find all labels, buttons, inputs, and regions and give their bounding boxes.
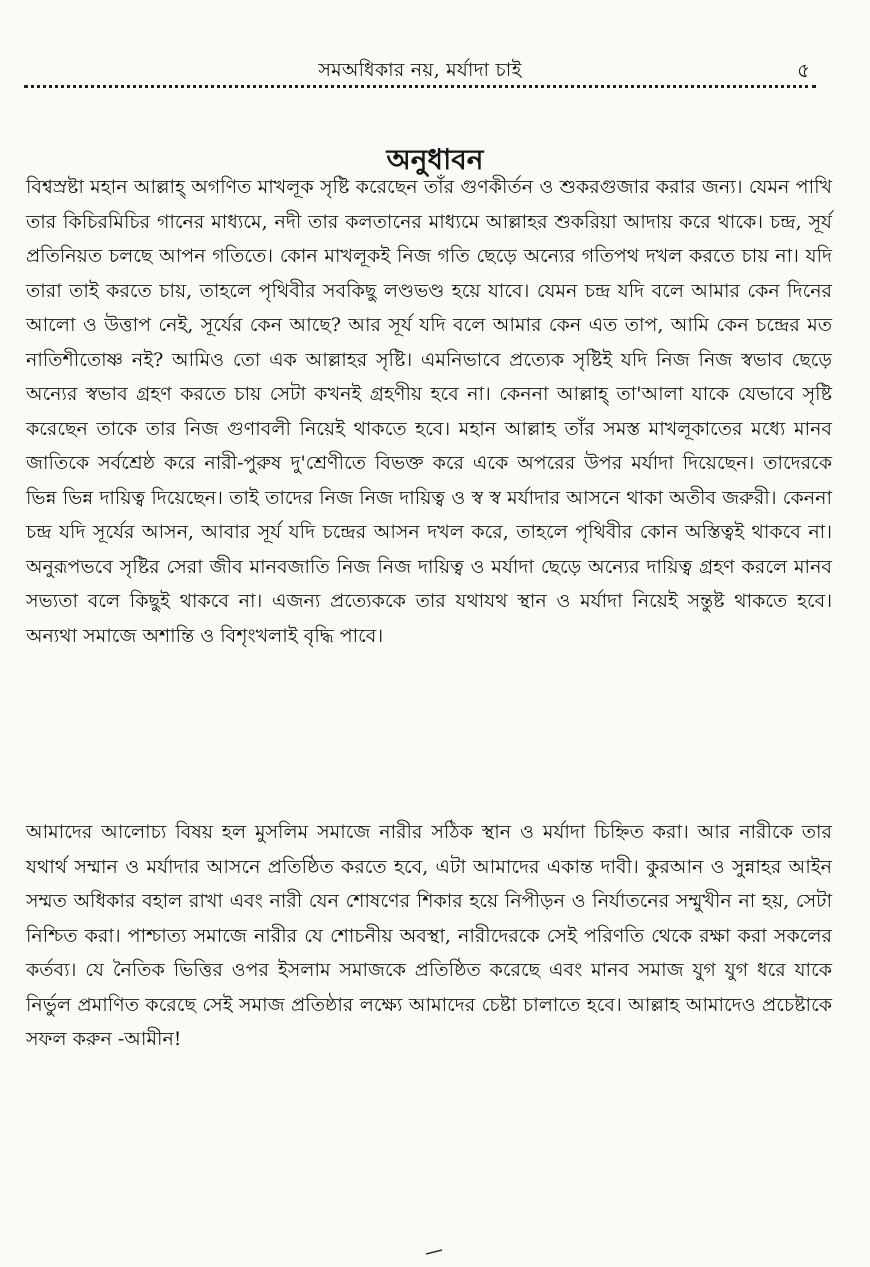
- ink-mark: [425, 1248, 445, 1256]
- page-number: ৫: [797, 58, 810, 82]
- body-paragraph-1: বিশ্বস্রষ্টা মহান আল্লাহ্ অগণিত মাখলূক সৃষ্টি করেছেন তাঁর গুণকীর্তন ও শুকরগুজার করার জন্য। যেমন পাখি তার কিচিরমিচির গানের মাধ্যমে, নদী তার কলতানের মাধ্যমে আল্লাহর শুকরিয়া আদায় করে থাকে। চন্দ্র, সূর্য প্রতিনিয়ত চলছে আপন গতিতে। কোন মাখলূকই নিজ গতি ছেড়ে অন্যের গতিপথ দখল করতে চায় না। যদি তারা তাই করতে চায়, তাহলে পৃথিবীর সবকিছু লণ্ডভণ্ড হয়ে যাবে। যেমন চন্দ্র যদি বলে আমার কেন দিনের আলো ও উত্তাপ নেই, সূর্যের কেন আছে? আর সূর্য যদি বলে আমার কেন এত তাপ, আমি কেন চন্দ্রের মত নাতিশীতোষ্ণ নই? আমিও তো এক আল্লাহর সৃষ্টি। এমনিভাবে প্রত্যেক সৃষ্টিই যদি নিজ নিজ স্বভাব ছেড়ে অন্যের স্বভাব গ্রহণ করতে চায় সেটা কখনই গ্রহণীয় হবে না। কেননা আল্লাহ্ তা'আলা যাকে যেভাবে সৃষ্টি করেছেন তাকে তার নিজ গুণাবলী নিয়েই থাকতে হবে। মহান আল্লাহ তাঁর সমস্ত মাখলূকাতের মধ্যে মানব জাতিকে সর্বশ্রেষ্ঠ করে নারী-পুরুষ দু'শ্রেণীতে বিভক্ত করে একে অপরের উপর মর্যাদা দিয়েছেন। তাদেরকে ভিন্ন ভিন্ন দায়িত্ব দিয়েছেন। তাই তাদের নিজ নিজ দায়িত্ব ও স্ব স্ব মর্যাদার আসনে থাকা অতীব জরুরী। কেননা চন্দ্র যদি সূর্যের আসন, আবার সূর্য যদি চন্দ্রের আসন দখল করে, তাহলে পৃথিবীর কোন অস্তিত্বই থাকবে না। অনুরূপভবে সৃষ্টির সেরা জীব মানবজাতি নিজ নিজ দায়িত্ব ও মর্যাদা ছেড়ে অন্যের দায়িত্ব গ্রহণ করলে মানব সভ্যতা বলে কিছুই থাকবে না। এজন্য প্রত্যেককে তার যথাযথ স্থান ও মর্যাদা নিয়েই সন্তুষ্ট থাকতে হবে। অন্যথা সমাজে অশান্তি ও বিশৃংখলাই বৃদ্ধি পাবে।: [26, 176, 832, 647]
- page-header: [24, 52, 816, 88]
- body-paragraph-2: আমাদের আলোচ্য বিষয় হল মুসলিম সমাজে নারীর সঠিক স্থান ও মর্যাদা চিহ্নিত করা। আর নারীকে তার যথার্থ সম্মান ও মর্যাদার আসনে প্রতিষ্ঠিত করতে হবে, এটা আমাদের একান্ত দাবী। কুরআন ও সুন্নাহর আইন সম্মত অধিকার বহাল রাখা এবং নারী যেন শোষণের শিকার হয়ে নিপীড়ন ও নির্যাতনের সম্মুখীন না হয়, সেটা নিশ্চিত করা। পাশ্চাত্য সমাজে নারীর যে শোচনীয় অবস্থা, নারীদেরকে সেই পরিণতি থেকে রক্ষা করা সকলের কর্তব্য। যে নৈতিক ভিত্তির ওপর ইসলাম সমাজকে প্রতিষ্ঠিত করেছে এবং মানব সমাজ যুগ যুগ ধরে যাকে নির্ভুল প্রমাণিত করেছে সেই সমাজ প্রতিষ্ঠার লক্ষ্যে আমাদের চেষ্টা চালাতে হবে। আল্লাহ আমাদেও প্রচেষ্টাকে সফল করুন -আমীন!: [26, 821, 832, 1050]
- running-title: সমঅধিকার নয়, মর্যাদা চাই: [318, 59, 522, 81]
- header-dotted-rule: [24, 85, 816, 88]
- section-title: অনুধাবন: [386, 142, 484, 176]
